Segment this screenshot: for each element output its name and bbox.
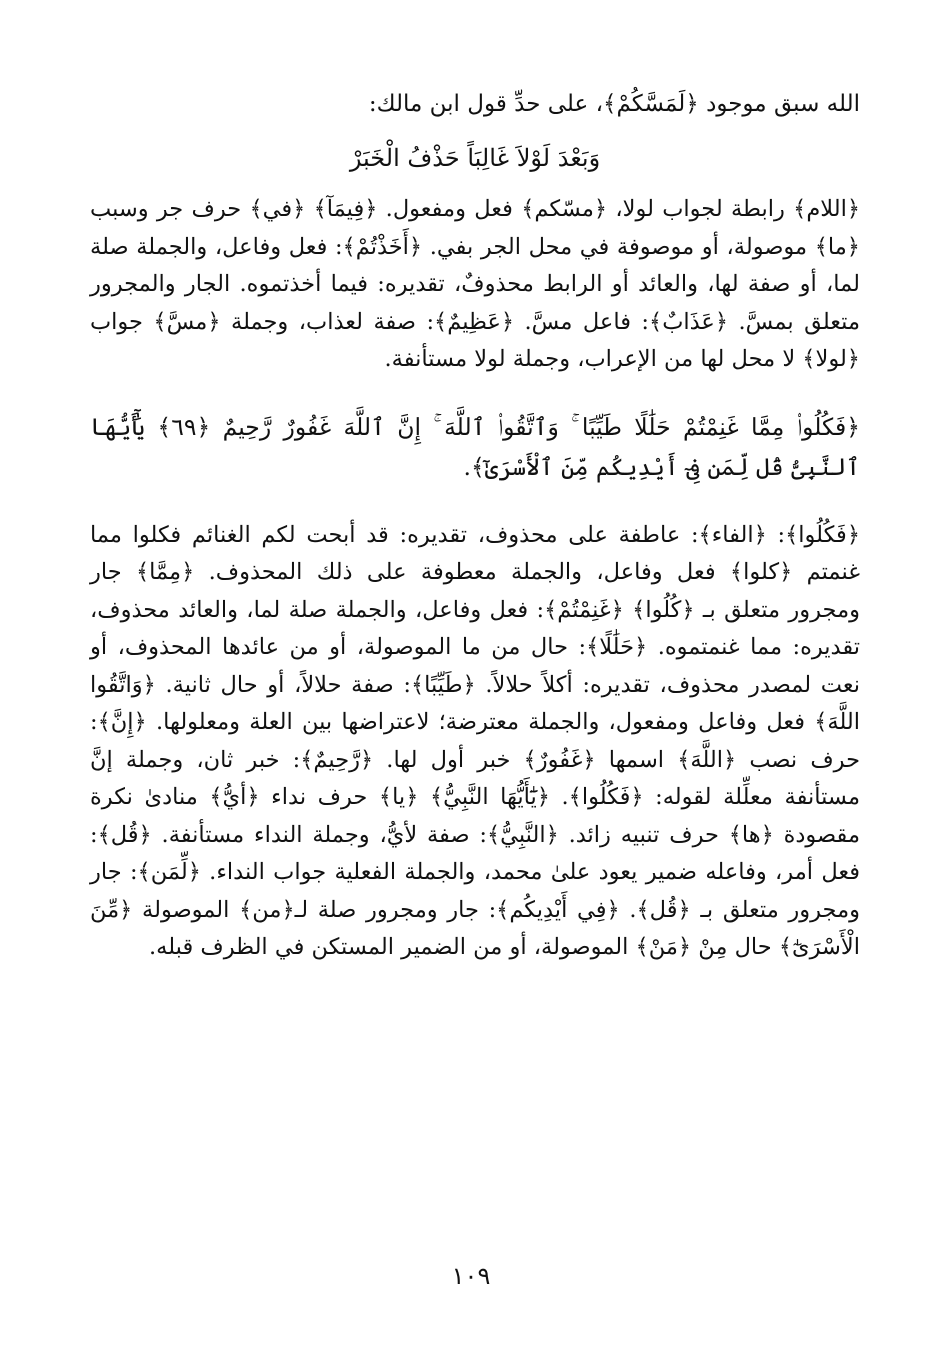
- intro-line: الله سبق موجود ﴿لَمَسَّكُمْ﴾، على حدِّ قول ابن مالك:: [368, 91, 860, 117]
- paragraph-analysis-2: ﴿فَكُلُوا﴾: ﴿الفاء﴾: عاطفة على محذوف، تقديره: قد أبحت لكم الغنائم فكلوا مما غنمتم ﴿كلوا﴾ فعل وفاعل، والجملة معطوفة على ذلك المحذوف. ﴿مِمَّا﴾ جار ومجرور متعلق بـ ﴿كُلُوا﴾ ﴿غَنِمْتُمْ﴾: فعل وفاعل، والجملة صلة لما، والعائد محذوف، تقديره: مما غنمتموه. ﴿حَلَٰلًا﴾: حال من ما الموصولة، أو من عائدها المحذوف، أو نعت لمصدر محذوف، تقديره: أكلاً حلالاً. ﴿طَيِّبًا﴾: صفة حلالاً، أو حال ثانية. ﴿وَاتَّقُوا اللَّهَ﴾ فعل وفاعل ومفعول، والجملة معترضة؛ لاعتراضها بين العلة ومعلولها. ﴿إِنَّ﴾: حرف نصب ﴿اللَّهَ﴾ اسمها ﴿غَفُورٌ﴾ خبر أول لها. ﴿رَّحِيمٌ﴾: خبر ثان، وجملة إنَّ مستأنفة معلِّلة لقوله: ﴿فَكُلُوا﴾. ﴿يَٰٓأَيُّهَا النَّبِيُّ﴾ ﴿يا﴾ حرف نداء ﴿أيُّ﴾ منادىٰ نكرة مقصودة ﴿ها﴾ حرف تنبيه زائد. ﴿النَّبِيُّ﴾: صفة لأيُّ، وجملة النداء مستأنفة. ﴿قُل﴾: فعل أمر، وفاعله ضمير يعود علىٰ محمد، والجملة الفعلية جواب النداء. ﴿لِّمَن﴾: جار ومجرور متعلق بـ ﴿قُل﴾. ﴿فِي أَيْدِيكُم﴾: جار ومجرور صلة لـ﴿من﴾ الموصولة ﴿مِّنَ الْأَسْرَىٰٓ﴾ حال مِنْ ﴿مَنْ﴾ الموصولة، أو من الضمير المستكن في الظرف قبله.: [90, 521, 860, 960]
- quran-verse: ﴿فَكُلُوا۟ مِمَّا غَنِمْتُمْ حَلَٰلًا طَيِّبًا ۚ وَٱتَّقُوا۟ ٱللَّهَ ۚ إِنَّ ٱللَّهَ غَفُورٌ رَّحِيمٌ ﴿٦٩﴾ يَٰٓأَيُّهَا ٱلنَّبِىُّ قُل لِّمَن فِىٓ أَيْدِيكُم مِّنَ ٱلْأَسْرَىٰٓ﴾.: [90, 412, 860, 481]
- page-content: [90, 86, 860, 967]
- paragraph-analysis-1: ﴿اللام﴾ رابطة لجواب لولا، ﴿مسّكم﴾ فعل ومفعول. ﴿فِيمَآ﴾ ﴿في﴾ حرف جر وسبب ﴿ما﴾ موصولة، أو موصوفة في محل الجر بفي. ﴿أَخَذْتُمْ﴾: فعل وفاعل، والجملة صلة لما، أو صفة لها، والعائد أو الرابط محذوفٌ، تقديره: فيما أخذتموه. الجار والمجرور متعلق بمسَّ. ﴿عَذَابٌ﴾: فاعل مسَّ. ﴿عَظِيمٌ﴾: صفة لعذاب، وجملة ﴿مسَّ﴾ جواب ﴿لولا﴾ لا محل لها من الإعراب، وجملة لولا مستأنفة.: [90, 196, 860, 372]
- page-number: ١٠٩: [451, 1262, 491, 1290]
- poem-verse: وَبَعْدَ لَوْلاَ غَالِبَاً حَذْفُ الْخَبَرْ: [349, 144, 601, 172]
